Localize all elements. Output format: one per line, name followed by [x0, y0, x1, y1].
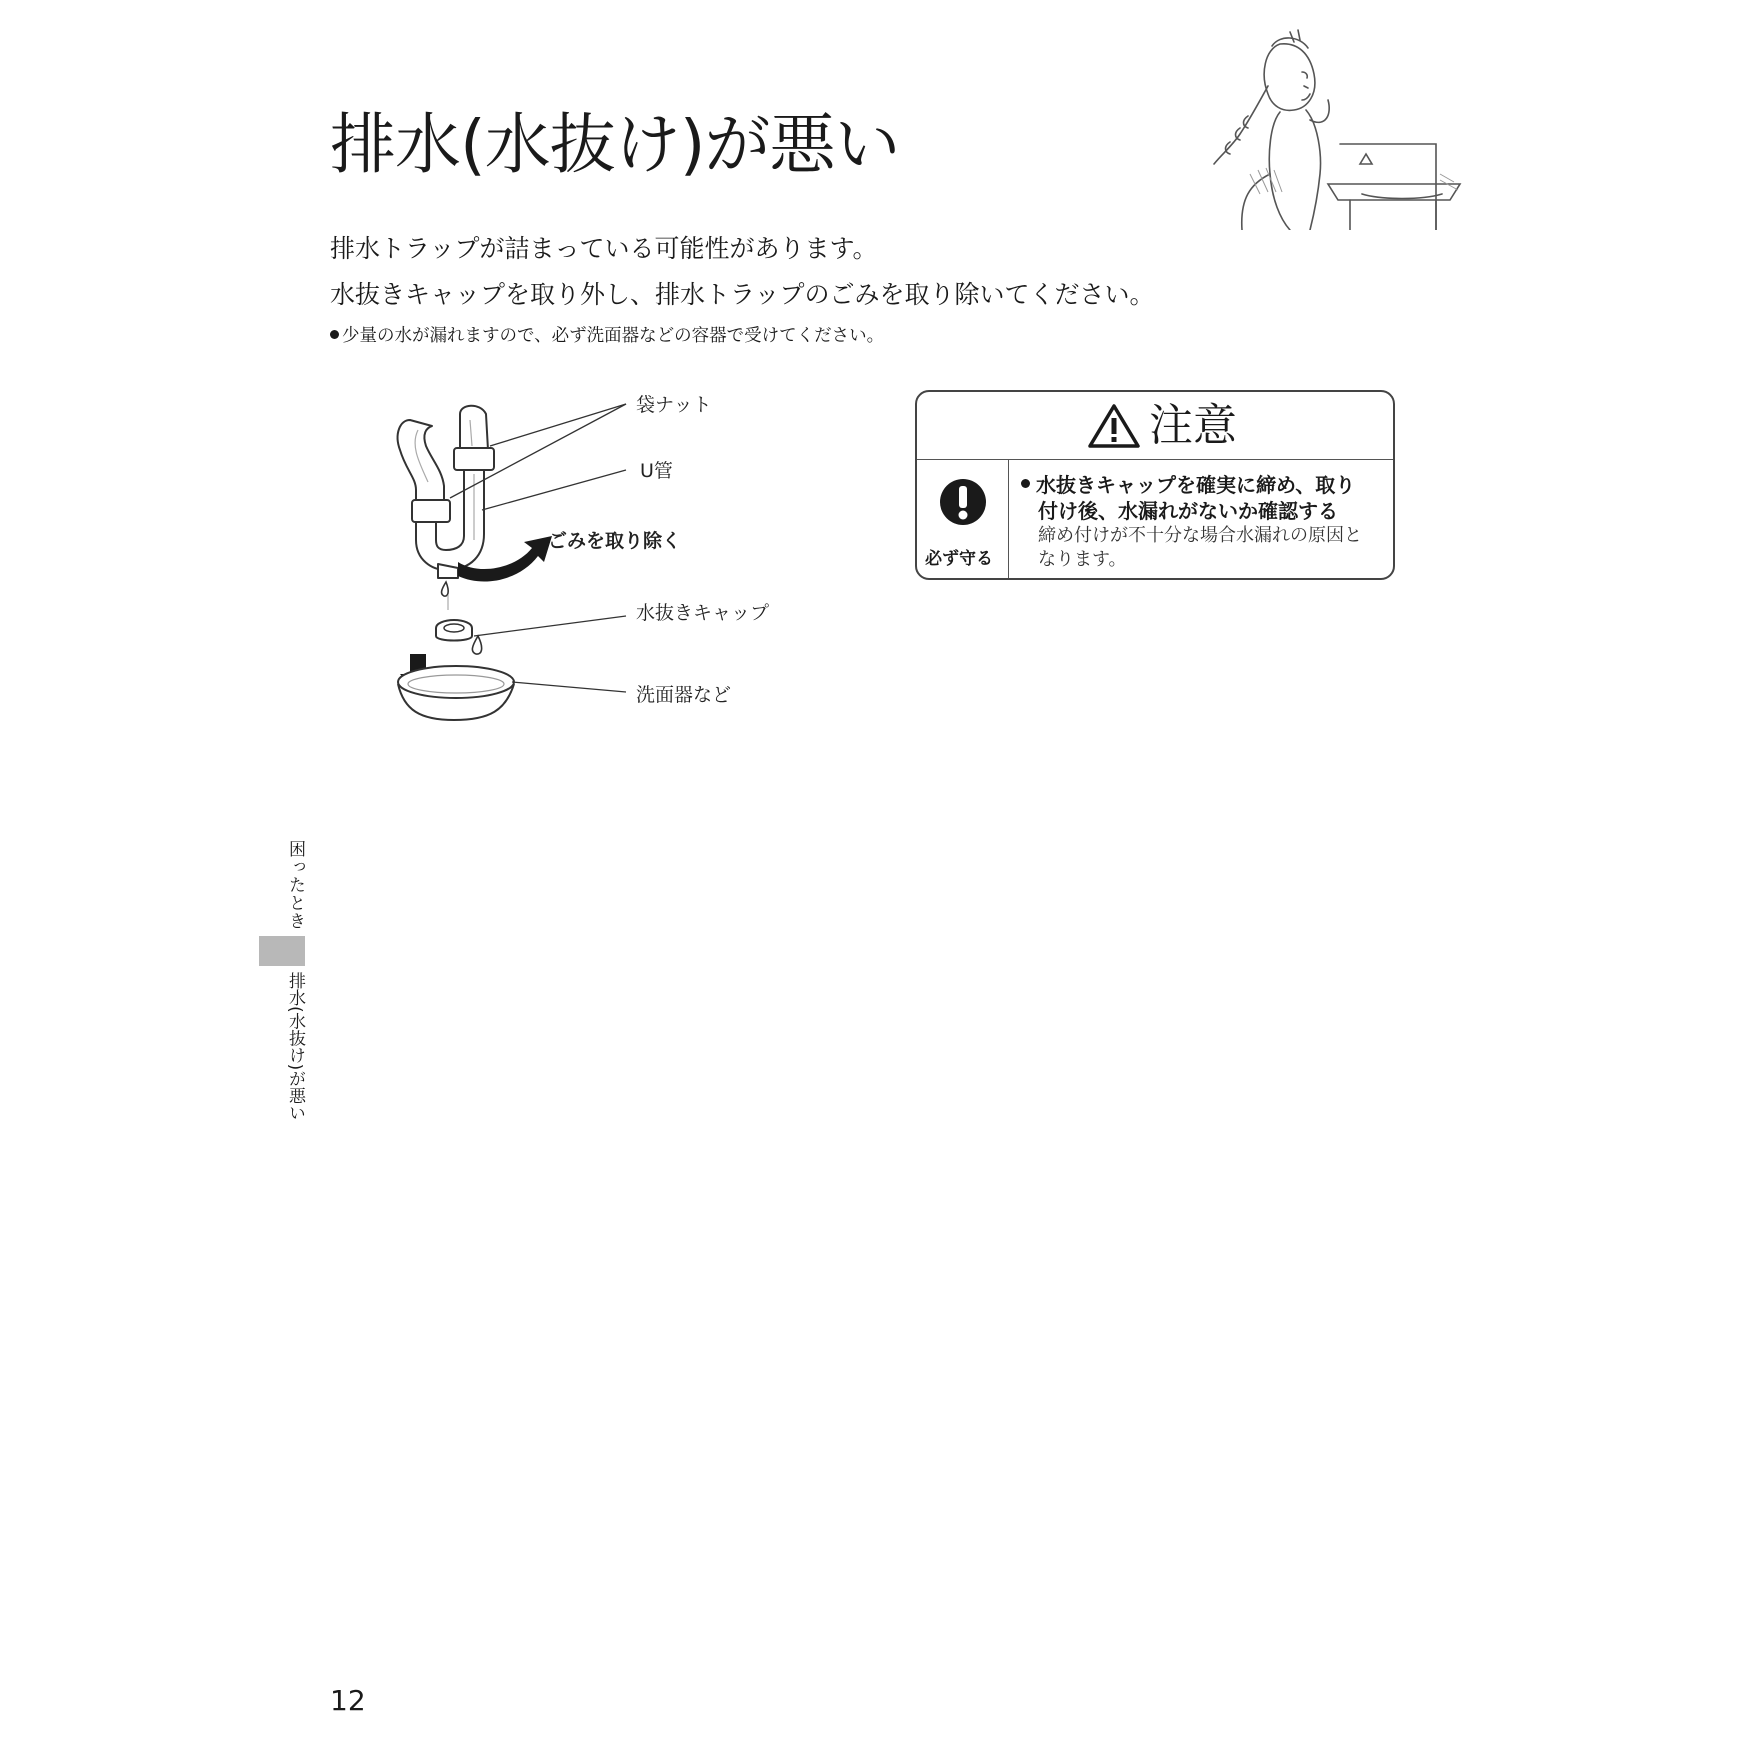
bullet-icon	[330, 330, 339, 339]
must-follow-label: 必ず守る	[925, 549, 993, 569]
caution-box	[915, 390, 1395, 580]
lead-text-1: 排水トラップが詰まっている可能性があります。	[330, 234, 878, 263]
girl-at-sink-illustration	[1210, 24, 1468, 230]
drain-cap	[436, 620, 472, 641]
water-drop-icon	[472, 636, 481, 654]
note-text: 少量の水が漏れますので、必ず洗面器などの容器で受けてください。	[342, 326, 885, 346]
caution-reason-cont: なります。	[1038, 549, 1127, 570]
bag-nut-left	[412, 500, 450, 522]
caution-instruction: 水抜きキャップを確実に締め、取り	[1021, 472, 1391, 498]
label-basin: 洗面器など	[636, 684, 732, 706]
exclamation-icon	[939, 478, 987, 526]
caution-body	[1021, 472, 1391, 572]
outlet-pipe	[460, 406, 488, 450]
lead-text-2: 水抜きキャップを取り外し、排水トラップのごみを取り除いてください。	[330, 280, 1155, 309]
side-section-label: 困ったとき	[285, 840, 305, 930]
label-u-pipe: U管	[640, 460, 673, 482]
label-bag-nut: 袋ナット	[636, 394, 712, 416]
page-title: 排水(水抜け)が悪い	[330, 106, 900, 183]
basin	[398, 666, 514, 720]
page-number: 12	[330, 1684, 366, 1717]
caution-instruction-cont: 付け後、水漏れがないか確認する	[1038, 499, 1338, 523]
side-index-bar	[259, 936, 305, 966]
label-drain-cap: 水抜きキャップ	[636, 602, 770, 624]
note	[330, 328, 884, 346]
caution-header	[917, 392, 1393, 460]
water-drop-icon	[442, 582, 449, 596]
drain-trap-diagram	[380, 390, 820, 730]
label-remove-dirt: ごみを取り除く	[548, 530, 682, 552]
caution-reason: 締め付けが不十分な場合水漏れの原因と	[1038, 525, 1362, 546]
bag-nut-right	[454, 448, 494, 470]
side-subsection-label: 排水(水抜け)が悪い	[285, 972, 305, 1122]
warning-triangle-icon	[1087, 402, 1141, 450]
inlet-pipe	[398, 420, 444, 502]
bullet-icon	[1021, 479, 1030, 488]
caution-title: 注意	[1149, 400, 1237, 451]
caution-icon-column	[917, 460, 1009, 580]
